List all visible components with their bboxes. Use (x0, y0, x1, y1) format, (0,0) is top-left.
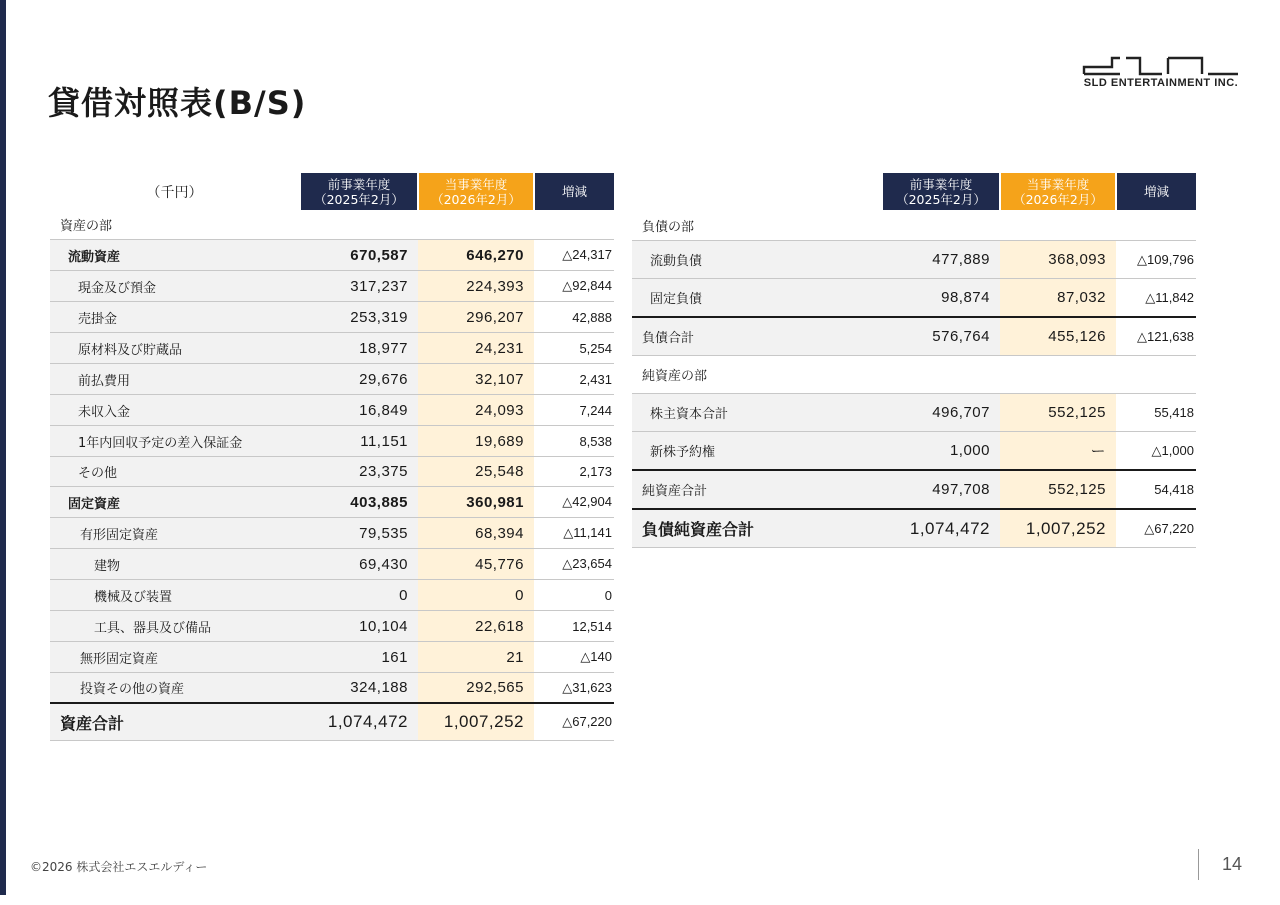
liability-label: 純資産合計 (632, 470, 882, 509)
liability-current-value: 368,093 (1000, 241, 1116, 279)
asset-current-value: 0 (418, 580, 534, 611)
liability-row (632, 394, 1196, 432)
asset-label: 現金及び預金 (50, 271, 300, 302)
asset-prev-value: 69,430 (300, 549, 418, 580)
asset-label: 無形固定資産 (50, 642, 300, 673)
liability-change-value: △121,638 (1116, 317, 1196, 356)
asset-prev-value: 161 (300, 642, 418, 673)
asset-label: 有形固定資産 (50, 518, 300, 549)
left-accent-bar (0, 0, 6, 895)
asset-row (50, 210, 614, 240)
liability-change-value (1116, 210, 1196, 241)
assets-header-row (50, 173, 614, 210)
liability-label: 流動負債 (632, 241, 882, 279)
page-title: 貸借対照表(B/S) (48, 84, 307, 122)
asset-current-value: 24,231 (418, 333, 534, 364)
header-prev-year: 前事業年度 （2025年2月） (300, 173, 418, 210)
asset-label: 固定資産 (50, 487, 300, 518)
asset-current-value: 224,393 (418, 271, 534, 302)
asset-label: 機械及び装置 (50, 580, 300, 611)
asset-row (50, 240, 614, 271)
liability-prev-value: 496,707 (882, 394, 1000, 432)
asset-current-value: 292,565 (418, 673, 534, 704)
asset-label: 建物 (50, 549, 300, 580)
asset-row (50, 333, 614, 364)
asset-label: 1年内回収予定の差入保証金 (50, 426, 300, 457)
liability-current-value (1000, 210, 1116, 241)
asset-change-value: 5,254 (534, 333, 614, 364)
asset-change-value: 8,538 (534, 426, 614, 457)
asset-change-value: △140 (534, 642, 614, 673)
asset-prev-value: 253,319 (300, 302, 418, 333)
asset-row (50, 580, 614, 611)
liability-row (632, 509, 1196, 548)
asset-row (50, 487, 614, 518)
liability-label: 固定負債 (632, 279, 882, 318)
liability-current-value: 87,032 (1000, 279, 1116, 318)
asset-prev-value: 23,375 (300, 457, 418, 487)
asset-change-value: △92,844 (534, 271, 614, 302)
asset-row (50, 457, 614, 487)
asset-change-value: △23,654 (534, 549, 614, 580)
liability-change-value: △67,220 (1116, 509, 1196, 548)
company-logo (1082, 54, 1240, 94)
asset-change-value (534, 210, 614, 240)
asset-row (50, 611, 614, 642)
asset-change-value: △42,904 (534, 487, 614, 518)
liability-row (632, 317, 1196, 356)
asset-row (50, 271, 614, 302)
asset-prev-value (300, 210, 418, 240)
page-number: 14 (1221, 854, 1243, 874)
liability-prev-value: 477,889 (882, 241, 1000, 279)
asset-change-value: 42,888 (534, 302, 614, 333)
footer-divider (1198, 849, 1199, 880)
liability-prev-value: 576,764 (882, 317, 1000, 356)
asset-change-value: △24,317 (534, 240, 614, 271)
asset-current-value: 21 (418, 642, 534, 673)
asset-current-value: 22,618 (418, 611, 534, 642)
asset-current-value: 32,107 (418, 364, 534, 395)
asset-label: 資産合計 (50, 703, 300, 741)
asset-current-value: 25,548 (418, 457, 534, 487)
asset-prev-value: 317,237 (300, 271, 418, 302)
liability-label: 負債の部 (632, 210, 882, 241)
asset-prev-value: 403,885 (300, 487, 418, 518)
asset-change-value: △11,141 (534, 518, 614, 549)
liability-label: 新株予約権 (632, 432, 882, 471)
liabilities-header-row (632, 173, 1196, 210)
asset-prev-value: 670,587 (300, 240, 418, 271)
header-prev-year: 前事業年度 （2025年2月） (882, 173, 1000, 210)
asset-current-value: 24,093 (418, 395, 534, 426)
asset-change-value: 2,431 (534, 364, 614, 395)
asset-current-value: 360,981 (418, 487, 534, 518)
asset-label: 未収入金 (50, 395, 300, 426)
header-change: 増減 (1116, 173, 1196, 210)
liability-current-value: 552,125 (1000, 470, 1116, 509)
liability-change-value (1116, 356, 1196, 394)
asset-change-value: △67,220 (534, 703, 614, 741)
asset-prev-value: 79,535 (300, 518, 418, 549)
header-change: 増減 (534, 173, 614, 210)
unit-label: （千円） (146, 184, 203, 201)
header-current-year: 当事業年度 （2026年2月） (418, 173, 534, 210)
liability-prev-value: 497,708 (882, 470, 1000, 509)
liability-row (632, 210, 1196, 241)
liability-row (632, 356, 1196, 394)
asset-row (50, 518, 614, 549)
liability-label: 負債純資産合計 (632, 509, 882, 548)
asset-label: 流動資産 (50, 240, 300, 271)
asset-change-value: 7,244 (534, 395, 614, 426)
liability-prev-value (882, 356, 1000, 394)
asset-current-value: 646,270 (418, 240, 534, 271)
liability-prev-value: 1,074,472 (882, 509, 1000, 548)
asset-current-value (418, 210, 534, 240)
liability-prev-value: 98,874 (882, 279, 1000, 318)
liability-current-value (1000, 356, 1116, 394)
asset-prev-value: 10,104 (300, 611, 418, 642)
asset-row (50, 642, 614, 673)
liability-row (632, 470, 1196, 509)
asset-current-value: 296,207 (418, 302, 534, 333)
asset-current-value: 68,394 (418, 518, 534, 549)
liability-label: 負債合計 (632, 317, 882, 356)
asset-label: 工具、器具及び備品 (50, 611, 300, 642)
asset-row (50, 426, 614, 457)
asset-label: 前払費用 (50, 364, 300, 395)
assets-table (50, 173, 614, 741)
liability-change-value: △1,000 (1116, 432, 1196, 471)
asset-current-value: 1,007,252 (418, 703, 534, 741)
asset-label: その他 (50, 457, 300, 487)
liability-current-value: 1,007,252 (1000, 509, 1116, 548)
liability-current-value: ー (1000, 432, 1116, 471)
header-current-year: 当事業年度 （2026年2月） (1000, 173, 1116, 210)
asset-label: 売掛金 (50, 302, 300, 333)
liability-prev-value (882, 210, 1000, 241)
liability-change-value: △11,842 (1116, 279, 1196, 318)
asset-prev-value: 0 (300, 580, 418, 611)
header-blank (632, 173, 882, 210)
asset-row (50, 549, 614, 580)
liability-current-value: 552,125 (1000, 394, 1116, 432)
asset-prev-value: 16,849 (300, 395, 418, 426)
copyright-footer: ©2026 株式会社エスエルディー (30, 860, 208, 874)
liability-label: 純資産の部 (632, 356, 882, 394)
liability-prev-value: 1,000 (882, 432, 1000, 471)
liability-row (632, 279, 1196, 318)
asset-current-value: 19,689 (418, 426, 534, 457)
liability-row (632, 241, 1196, 279)
liability-change-value: 55,418 (1116, 394, 1196, 432)
asset-prev-value: 1,074,472 (300, 703, 418, 741)
asset-row (50, 364, 614, 395)
liability-change-value: 54,418 (1116, 470, 1196, 509)
asset-row (50, 703, 614, 741)
liabilities-table (632, 173, 1196, 548)
asset-row (50, 673, 614, 704)
asset-prev-value: 18,977 (300, 333, 418, 364)
asset-prev-value: 29,676 (300, 364, 418, 395)
asset-prev-value: 11,151 (300, 426, 418, 457)
asset-row (50, 302, 614, 333)
asset-prev-value: 324,188 (300, 673, 418, 704)
liability-row (632, 432, 1196, 471)
asset-change-value: 2,173 (534, 457, 614, 487)
asset-change-value: △31,623 (534, 673, 614, 704)
asset-label: 原材料及び貯蔵品 (50, 333, 300, 364)
asset-current-value: 45,776 (418, 549, 534, 580)
liability-change-value: △109,796 (1116, 241, 1196, 279)
asset-row (50, 395, 614, 426)
logo-text: SLD ENTERTAINMENT INC. (1083, 77, 1239, 89)
asset-change-value: 12,514 (534, 611, 614, 642)
asset-label: 投資その他の資産 (50, 673, 300, 704)
liability-label: 株主資本合計 (632, 394, 882, 432)
liability-current-value: 455,126 (1000, 317, 1116, 356)
asset-label: 資産の部 (50, 210, 300, 240)
asset-change-value: 0 (534, 580, 614, 611)
